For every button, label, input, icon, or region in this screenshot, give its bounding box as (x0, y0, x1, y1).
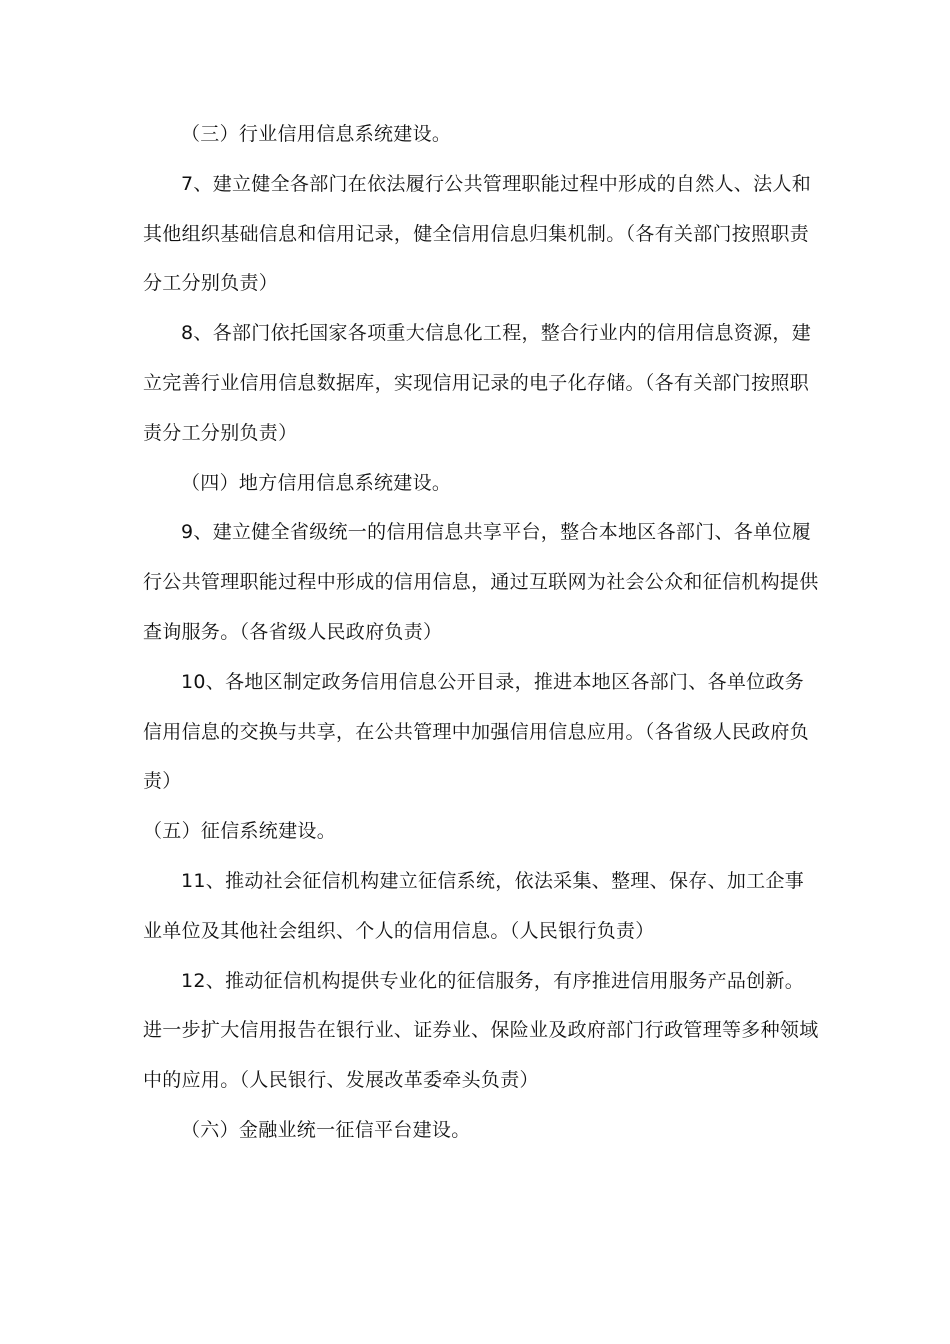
item-8-line-1: 8、各部门依托国家各项重大信息化工程，整合行业内的信用信息资源，建 (181, 322, 811, 345)
item-7-line-1: 7、建立健全各部门在依法履行公共管理职能过程中形成的自然人、法人和 (181, 172, 811, 195)
section-heading-3: （三）行业信用信息系统建设。 (181, 123, 452, 145)
item-9-line-2: 行公共管理职能过程中形成的信用信息，通过互联网为社会公众和征信机构提供 (143, 571, 819, 594)
item-11-line-1: 11、推动社会征信机构建立征信系统，依法采集、整理、保存、加工企事 (181, 869, 805, 892)
item-12-line-1: 12、推动征信机构提供专业化的征信服务，有序推进信用服务产品创新。 (181, 969, 805, 992)
section-heading-4: （四）地方信用信息系统建设。 (181, 471, 452, 494)
item-8-line-2: 立完善行业信用信息数据库，实现信用记录的电子化存储。（各有关部门按照职 (143, 371, 810, 394)
item-11-line-2: 业单位及其他社会组织、个人的信用信息。（人民银行负责） (143, 919, 655, 942)
item-7-line-2: 其他组织基础信息和信用记录，健全信用信息归集机制。（各有关部门按照职责 (143, 222, 810, 245)
item-10-line-2: 信用信息的交换与共享，在公共管理中加强信用信息应用。（各省级人民政府负 (143, 720, 810, 743)
section-heading-5: （五）征信系统建设。 (143, 820, 337, 843)
item-9-line-3: 查询服务。（各省级人民政府负责） (143, 620, 443, 643)
document-body (143, 110, 819, 1156)
item-12-line-3: 中的应用。（人民银行、发展改革委牵头负责） (143, 1069, 539, 1092)
item-12-line-2: 进一步扩大信用报告在银行业、证券业、保险业及政府部门行政管理等多种领域 (143, 1019, 819, 1042)
item-8-line-3: 责分工分别负责） (143, 421, 298, 444)
item-10-line-1: 10、各地区制定政务信用信息公开目录，推进本地区各部门、各单位政务 (181, 670, 805, 693)
item-7-line-3: 分工分别负责） (143, 272, 279, 295)
section-heading-6: （六）金融业统一征信平台建设。 (181, 1118, 471, 1141)
item-10-line-3: 责） (143, 770, 182, 793)
item-9-line-1: 9、建立健全省级统一的信用信息共享平台，整合本地区各部门、各单位履 (181, 521, 811, 544)
